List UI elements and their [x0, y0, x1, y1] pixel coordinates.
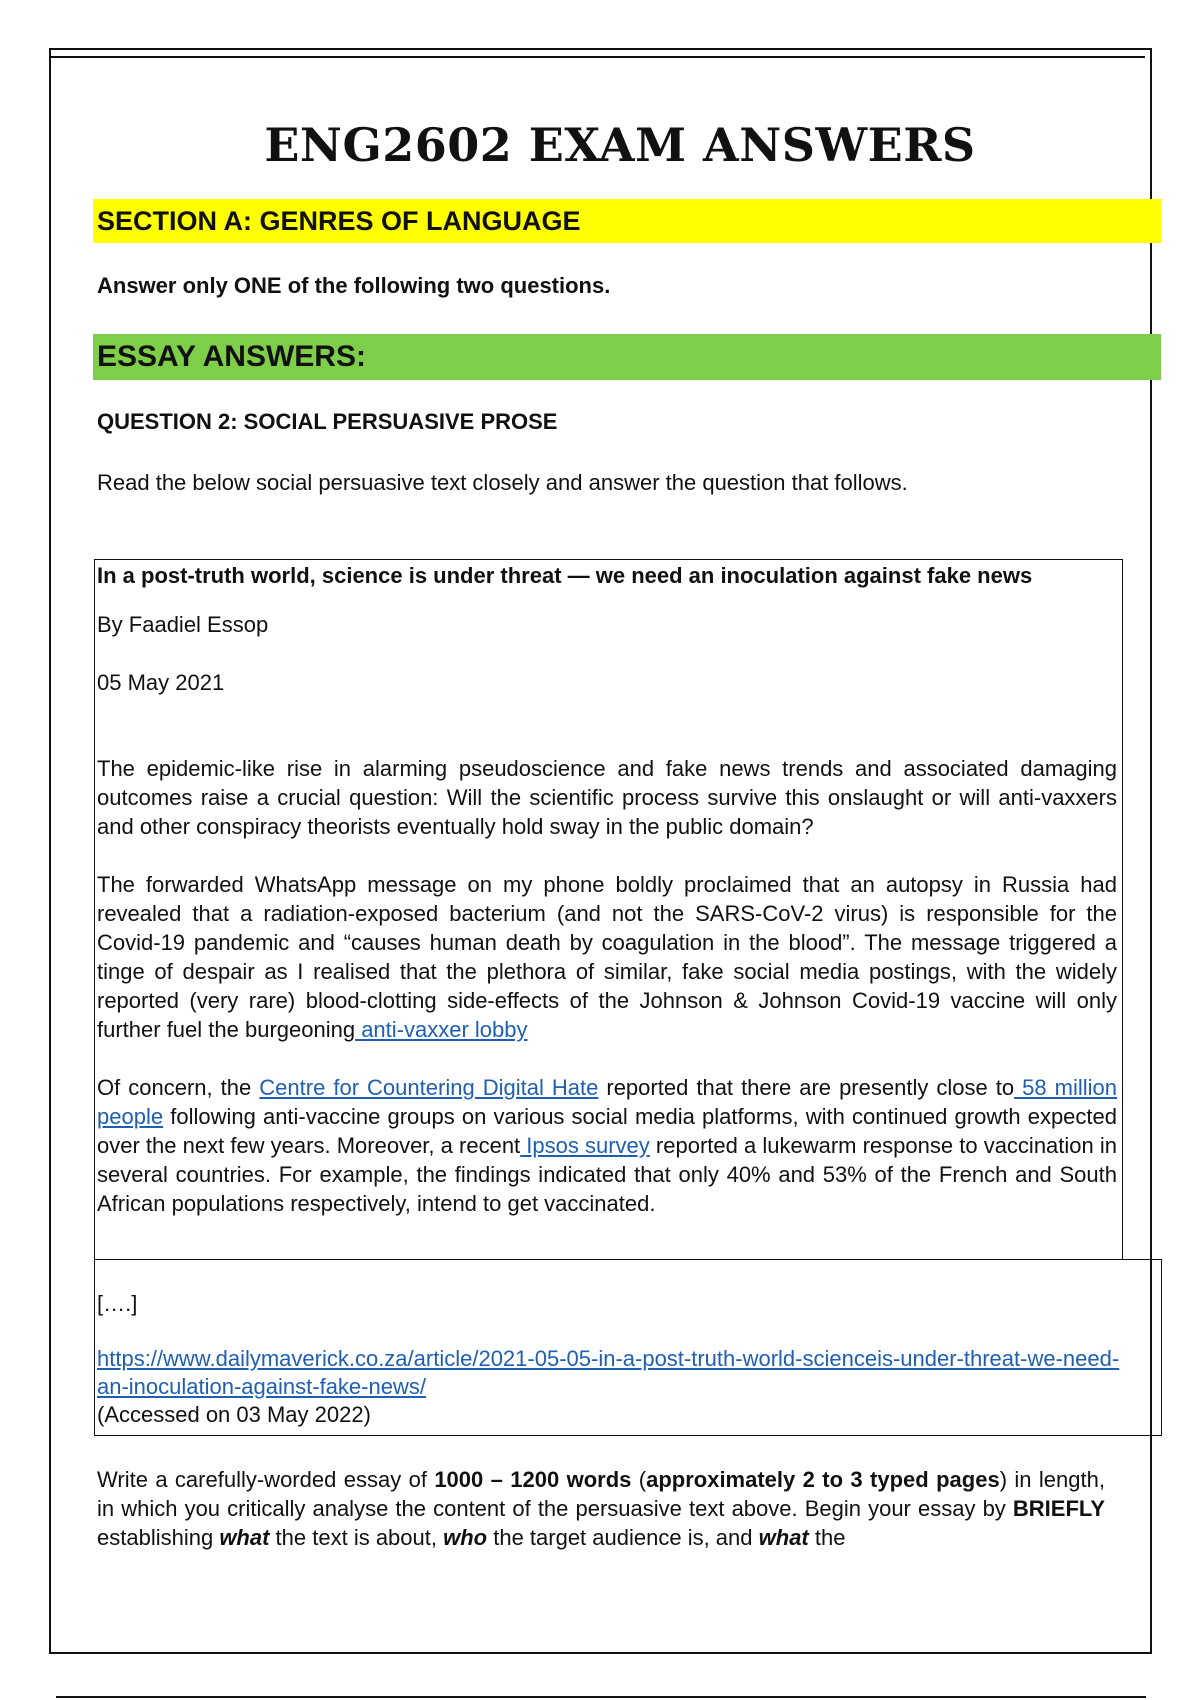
task-text-1: Write a carefully-worded essay of [97, 1467, 435, 1492]
task-text-7: establishing [97, 1525, 220, 1550]
instruction-text: Answer only ONE of the following two questions. [97, 273, 611, 298]
article-title: In a post-truth world, science is under threat — we need an inoculation against fake news [97, 563, 1033, 588]
58-million-link[interactable]: 58 million people [97, 1075, 1117, 1129]
essay-task [97, 1465, 1105, 1552]
task-text-9: the text is about, [269, 1525, 444, 1550]
article-author: By Faadiel Essop [97, 612, 269, 637]
task-text-5: ) in length, in which you critically analyse the content of the persuasive text above. Begin your essay by [97, 1467, 1105, 1521]
task-who: who [443, 1525, 488, 1550]
article-paragraph-3 [97, 1073, 1117, 1218]
paragraph-3-text-a: Of concern, the [97, 1075, 260, 1100]
task-word-count: 1000 – 1200 words [434, 1467, 632, 1492]
ipsos-survey-link[interactable]: Ipsos survey [520, 1133, 650, 1158]
ccdh-link[interactable]: Centre for Countering Digital Hate [259, 1075, 599, 1100]
source-url-link[interactable]: https://www.dailymaverick.co.za/article/2021-05-05-in-a-post-truth-world-scienceis-under-threat-we-need-an-inoculation-against-fake-news/ [97, 1346, 1120, 1399]
section-heading: SECTION A: GENRES OF LANGUAGE [93, 199, 1161, 243]
article-paragraph-2 [97, 870, 1117, 1044]
accessed-date: (Accessed on 03 May 2022) [97, 1402, 371, 1427]
article-date: 05 May 2021 [97, 670, 225, 695]
paragraph-2-text: The forwarded WhatsApp message on my phone boldly proclaimed that an autopsy in Russia had revealed that a radiation-exposed bacterium (and not the SARS-CoV-2 virus) is responsible for the Covid-19 pandemic and “causes human death by coagulation in the blood”. The message triggered a tinge of despair as I realised that the plethora of similar, fake social media postings, with the widely reported (very rare) blood-clotting side-effects of the Johnson & Johnson Covid-19 vaccine will only further fuel the burgeoning [97, 872, 1117, 1042]
paragraph-3-text-b: reported that there are presently close to [598, 1075, 1015, 1100]
task-text-13: the [808, 1525, 846, 1550]
read-instruction: Read the below social persuasive text closely and answer the question that follows. [97, 470, 908, 495]
paragraph-3-text-d: reported a lukewarm response to vaccination in several countries. For example, the findings indicated that only 40% and 53% of the French and South African populations respectively, intend to get vaccinated. [97, 1133, 1117, 1216]
source-content [97, 1290, 1127, 1429]
question-title: QUESTION 2: SOCIAL PERSUASIVE PROSE [97, 409, 558, 434]
task-text-11: the target audience is, and [487, 1525, 759, 1550]
essay-heading: ESSAY ANSWERS: [93, 334, 1161, 380]
task-briefly: BRIEFLY [1012, 1496, 1105, 1521]
paragraph-3-text-c: following anti-vaccine groups on various social media platforms, with continued growth expected over the next few years. Moreover, a recent [97, 1104, 1117, 1158]
task-page-count: approximately 2 to 3 typed pages [646, 1467, 1000, 1492]
task-what-1: what [219, 1525, 270, 1550]
ellipsis: [….] [97, 1291, 138, 1316]
task-what-2: what [758, 1525, 809, 1550]
page-title: ENG2602 EXAM ANSWERS [264, 118, 976, 172]
top-rule [49, 56, 1145, 58]
article-paragraph-1: The epidemic-like rise in alarming pseudoscience and fake news trends and associated damaging outcomes raise a crucial question: Will the scientific process survive this onslaught or will anti-vaxxers and other conspiracy theorists eventually hold sway in the public domain? [97, 756, 1117, 839]
article-content [97, 561, 1117, 1218]
task-text-3: ( [631, 1467, 647, 1492]
anti-vaxxer-lobby-link[interactable]: anti-vaxxer lobby [355, 1017, 528, 1042]
bottom-rule [56, 1696, 1146, 1698]
